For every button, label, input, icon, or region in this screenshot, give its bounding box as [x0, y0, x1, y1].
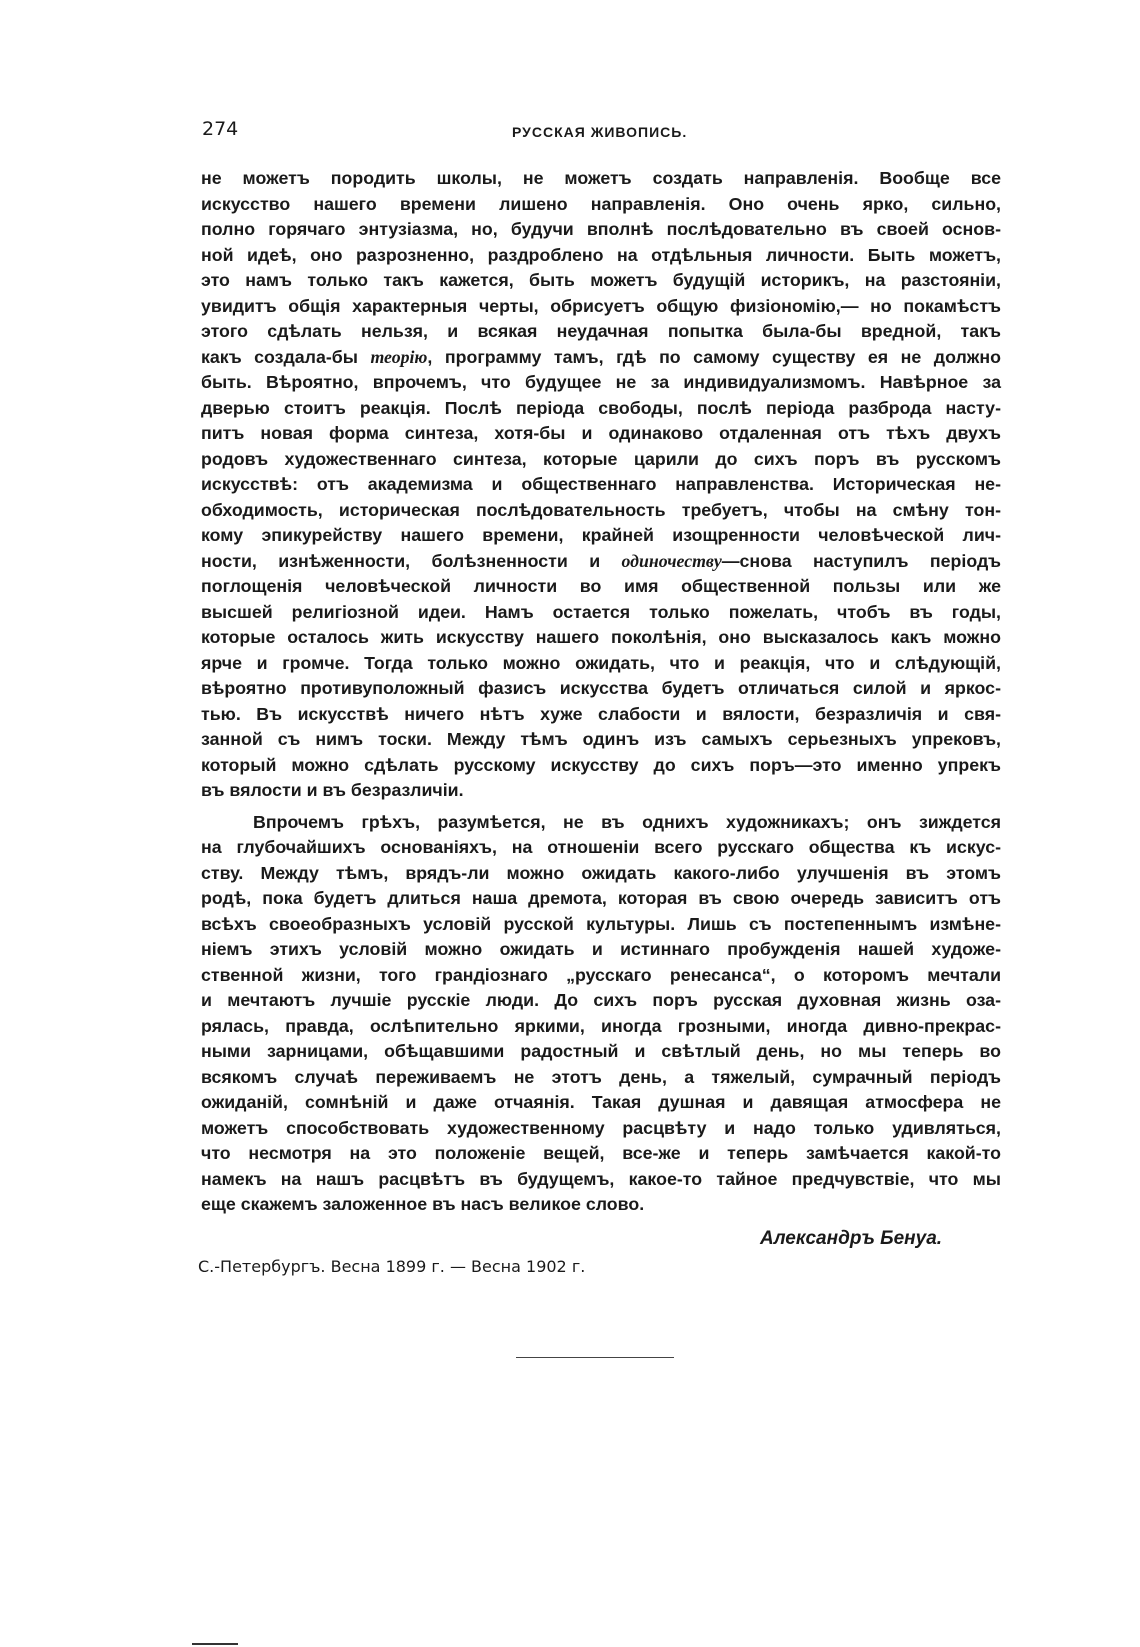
text-fragment: —снова наступилъ періодъ — [721, 550, 1001, 571]
text-line: на глубочайшихъ основаніяхъ, на отношеніи всего русскаго общества къ искус- — [201, 837, 1001, 857]
emphasis-odinochestvu: одиночеству — [621, 550, 722, 571]
text-line: искусство нашего времени лишено направленія. Оно очень ярко, сильно, — [201, 193, 1001, 214]
text-line: ственной жизни, того грандіознаго „русскаго ренесанса“, о которомъ мечтали — [201, 964, 1001, 985]
text-line: что несмотря на это положеніе вещей, все-же и теперь замѣчается какой-то — [201, 1143, 1001, 1163]
text-line — [201, 345, 1001, 371]
text-line: намекъ на нашъ расцвѣтъ въ будущемъ, какое-то тайное предчувствіе, что мы — [201, 1168, 1001, 1189]
text-line: которые осталось жить искусству нашего поколѣнія, оно высказалось какъ можно — [201, 627, 1001, 647]
text-line: искусствѣ: отъ академизма и общественнаго направленства. Историческая не- — [201, 474, 1001, 494]
author-signature: Александръ Бенуа. — [760, 1228, 943, 1249]
text-line: всякомъ случаѣ переживаемъ не этотъ день, а тяжелый, сумрачный періодъ — [201, 1066, 1001, 1087]
text-line: питъ новая форма синтеза, хотя-бы и одинаково отдаленная отъ тѣхъ двухъ — [201, 423, 1001, 443]
text-line: занной съ нимъ тоски. Между тѣмъ одинъ изъ самыхъ серьезныхъ упрековъ, — [201, 729, 1001, 749]
text-line: ными зарницами, обѣщавшими радостный и свѣтлый день, но мы теперь во — [201, 1041, 1001, 1061]
text-line: рялась, правда, ослѣпительно яркими, иногда грозными, иногда дивно-прекрас- — [201, 1015, 1001, 1036]
text-line: ярче и громче. Тогда только можно ожидать, что и реакція, что и слѣдующій, — [201, 652, 1001, 673]
place-date: С.-Петербургъ. Весна 1899 г. — Весна 1902 г. — [198, 1257, 586, 1276]
text-line: ству. Между тѣмъ, врядъ-ли можно ожидать какого-либо улучшенія въ этомъ — [201, 862, 1001, 883]
text-line: родовъ художественнаго синтеза, которые царили до сихъ поръ въ русскомъ — [201, 448, 1001, 469]
text-line: обходимость, историческая послѣдовательность требуетъ, чтобы на смѣну тон- — [201, 499, 1001, 520]
text-line: полно горячаго энтузіазма, но, будучи вполнѣ послѣдовательно въ своей основ- — [201, 219, 1001, 239]
text-fragment: какъ создала-бы — [201, 346, 371, 367]
text-line: и мечтаютъ лучшіе русскіе люди. До сихъ поръ русская духовная жизнь оза- — [201, 990, 1001, 1010]
text-line: высшей религіозной идеи. Намъ остается только пожелать, чтобъ въ годы, — [201, 601, 1001, 622]
paragraph-1 — [201, 166, 1001, 804]
text-line: не можетъ породить школы, не можетъ создать направленія. Вообще все — [201, 168, 1001, 188]
paragraph-2 — [201, 810, 1001, 1218]
text-line: который можно сдѣлать русскому искусству до сихъ поръ—это именно упрекъ — [201, 754, 1001, 775]
text-line: увидитъ общія характерныя черты, обрисуетъ общую физіономію,— но покамѣстъ — [201, 295, 1001, 316]
text-line: всѣхъ своеобразныхъ условій русской культуры. Лишь съ постепеннымъ измѣне- — [201, 913, 1001, 934]
text-line: тью. Въ искусствѣ ничего нѣтъ хуже слабости и вялости, безразличія и свя- — [201, 703, 1001, 724]
text-fragment: , программу тамъ, гдѣ по самому существу ея не должно — [427, 346, 1001, 367]
page-number: 274 — [202, 118, 239, 140]
running-title: РУССКАЯ ЖИВОПИСЬ. — [512, 124, 688, 140]
text-line: въ вялости и въ безразличіи. — [201, 780, 464, 800]
text-line: ожиданій, сомнѣній и даже отчаянія. Такая душная и давящая атмосфера не — [201, 1092, 1001, 1112]
text-line: поглощенія человѣческой личности во имя общественной пользы или же — [201, 576, 1001, 596]
text-line — [201, 549, 1001, 575]
text-line: этого сдѣлать нельзя, и всякая неудачная попытка была-бы вредной, такъ — [201, 321, 1001, 341]
text-line: кому эпикурейству нашего времени, крайней изощренности человѣческой лич- — [201, 525, 1001, 545]
text-line: быть. Вѣроятно, впрочемъ, что будущее не за индивидуализмомъ. Навѣрное за — [201, 372, 1001, 392]
text-line: можетъ способствовать художественному расцвѣту и надо только удивляться, — [201, 1117, 1001, 1138]
text-line: родѣ, пока будетъ длиться наша дремота, которая въ свою очередь зависитъ отъ — [201, 888, 1001, 908]
scan-mark — [192, 1643, 238, 1645]
text-fragment: ности, изнѣженности, болѣзненности и — [201, 550, 622, 571]
text-line: вѣроятно противуположный фазисъ искусства будетъ отличаться силой и яркос- — [201, 678, 1001, 698]
text-line: Впрочемъ грѣхъ, разумѣется, не въ однихъ художникахъ; онъ зиждется — [253, 811, 1001, 832]
body-text — [201, 166, 1001, 1218]
text-line: ной идеѣ, оно разрозненно, раздроблено на отдѣльныя личности. Быть можетъ, — [201, 244, 1001, 265]
text-line: дверью стоитъ реакція. Послѣ періода свободы, послѣ періода разброда насту- — [201, 397, 1001, 418]
text-line: еще скажемъ заложенное въ насъ великое слово. — [201, 1194, 645, 1214]
emphasis-teoriyu: теорію — [370, 346, 428, 367]
end-rule — [516, 1357, 674, 1358]
text-line: ніемъ этихъ условій можно ожидать и истиннаго пробужденія нашей художе- — [201, 939, 1001, 959]
text-line: это намъ только такъ кажется, быть можетъ будущій историкъ, на разстояніи, — [201, 270, 1001, 290]
